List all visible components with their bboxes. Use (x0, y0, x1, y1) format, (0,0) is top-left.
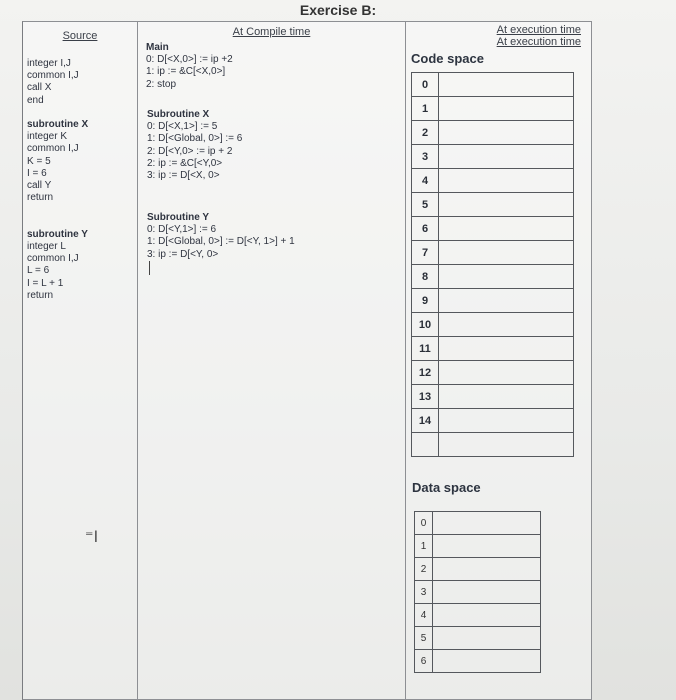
code-line: 3: ip := D[<Y, 0> (147, 248, 219, 260)
compile-panel (137, 21, 406, 700)
data-space-row-index: 3 (415, 581, 433, 604)
data-space-row-value[interactable] (433, 512, 541, 535)
code-space-row-value[interactable] (439, 97, 574, 121)
code-line: return (27, 192, 54, 204)
code-line: 2: stop (146, 78, 177, 90)
code-space-row-index: 10 (412, 313, 439, 337)
data-space-label: Data space (412, 480, 481, 495)
code-space-row-value[interactable] (439, 289, 574, 313)
code-space-row (412, 241, 574, 265)
code-line: 0: D[<Y,1>] := 6 (147, 224, 217, 236)
code-space-row-index: 13 (412, 385, 439, 409)
data-space-row (415, 627, 541, 650)
compile-heading: At Compile time (232, 26, 311, 38)
code-space-row-index: 12 (412, 361, 439, 385)
data-space-row-value[interactable] (433, 650, 541, 673)
code-space-row (412, 433, 574, 457)
execution-panel (405, 21, 592, 700)
code-space-row-value[interactable] (439, 193, 574, 217)
code-space-row-value[interactable] (439, 433, 574, 457)
data-space-row-value[interactable] (433, 535, 541, 558)
code-space-row (412, 265, 574, 289)
data-space-row-value[interactable] (433, 581, 541, 604)
code-line: 0: D[<X,1>] := 5 (147, 121, 218, 133)
code-space-row-value[interactable] (439, 409, 574, 433)
data-space-row (415, 581, 541, 604)
subroutine-x-title: Subroutine X (147, 109, 210, 120)
code-space-row-value[interactable] (439, 337, 574, 361)
code-space-row-value[interactable] (439, 361, 574, 385)
code-space-label: Code space (411, 51, 484, 66)
code-line: end (27, 94, 44, 106)
code-line: call Y (27, 180, 52, 192)
code-line: L = 6 (27, 265, 50, 277)
code-line: common I,J (27, 253, 79, 265)
code-space-row-index: 9 (412, 289, 439, 313)
code-space-row-value[interactable] (439, 73, 574, 97)
code-space-row-index: 5 (412, 193, 439, 217)
code-space-row (412, 169, 574, 193)
subroutine-y-code (147, 224, 295, 261)
code-space-row-index: 1 (412, 97, 439, 121)
code-line: integer K (27, 131, 68, 143)
code-line: 1: D[<Global, 0>] := D[<Y, 1>] + 1 (147, 236, 295, 248)
code-line: return (27, 289, 54, 301)
data-space-table (414, 511, 541, 673)
ibeam-cursor-icon: ⁼I (85, 527, 99, 546)
code-line: subroutine Y (27, 228, 88, 240)
source-code (27, 58, 88, 302)
data-space-row-value[interactable] (433, 627, 541, 650)
data-space-row-index: 0 (415, 512, 433, 535)
data-space-row (415, 512, 541, 535)
code-space-row (412, 121, 574, 145)
code-space-row-index: 0 (412, 73, 439, 97)
main-code (146, 54, 233, 91)
code-space-row-index (412, 433, 439, 457)
code-space-row-index: 14 (412, 409, 439, 433)
code-space-row (412, 361, 574, 385)
code-space-row (412, 337, 574, 361)
data-space-row-index: 5 (415, 627, 433, 650)
code-space-row (412, 193, 574, 217)
code-line: common I,J (27, 70, 79, 82)
code-space-row-index: 11 (412, 337, 439, 361)
subroutine-x-code (147, 121, 242, 182)
code-space-row-value[interactable] (439, 121, 574, 145)
code-space-row-index: 6 (412, 217, 439, 241)
code-line: 1: D[<Global, 0>] := 6 (147, 133, 243, 145)
code-line: call X (27, 82, 52, 94)
code-line: K = 5 (27, 155, 51, 167)
code-space-row (412, 97, 574, 121)
code-space-row-index: 7 (412, 241, 439, 265)
code-space-row-value[interactable] (439, 169, 574, 193)
data-space-row-value[interactable] (433, 558, 541, 581)
subroutine-x-block (147, 109, 242, 182)
code-space-row-index: 2 (412, 121, 439, 145)
data-space-row (415, 604, 541, 627)
code-space-table (411, 72, 574, 457)
code-space-row (412, 145, 574, 169)
code-space-row-value[interactable] (439, 241, 574, 265)
subroutine-y-title: Subroutine Y (147, 212, 210, 223)
source-panel (22, 21, 138, 700)
code-space-row (412, 217, 574, 241)
data-space-row (415, 650, 541, 673)
code-line: subroutine X (27, 119, 89, 131)
subroutine-y-block (147, 212, 295, 275)
code-line: 3: ip := D[<X, 0> (147, 170, 220, 182)
code-line: I = 6 (27, 167, 47, 179)
code-line: integer I,J (27, 58, 71, 69)
source-heading: Source (62, 30, 98, 42)
execution-heading: At execution time At execution time (496, 24, 581, 48)
code-line: 2: ip := &C[<Y,0> (147, 157, 223, 169)
code-space-row (412, 289, 574, 313)
data-space-row-index: 1 (415, 535, 433, 558)
page-title: Exercise B: (299, 2, 377, 18)
code-line (27, 204, 88, 216)
code-space-row-value[interactable] (439, 385, 574, 409)
code-space-row-value[interactable] (439, 265, 574, 289)
data-space-row-value[interactable] (433, 604, 541, 627)
code-space-row-index: 8 (412, 265, 439, 289)
code-line: 0: D[<X,0>] := ip +2 (146, 54, 233, 66)
code-line (27, 107, 88, 119)
code-space-row-index: 4 (412, 169, 439, 193)
code-space-row (412, 409, 574, 433)
code-line: integer L (27, 241, 66, 253)
code-line: I = L + 1 (27, 277, 64, 289)
code-space-row (412, 73, 574, 97)
code-space-row (412, 313, 574, 337)
code-space-row-value[interactable] (439, 313, 574, 337)
main-block (146, 42, 233, 91)
text-cursor (149, 261, 150, 275)
code-line: 1: ip := &C[<X,0>] (146, 66, 226, 78)
code-space-row-value[interactable] (439, 217, 574, 241)
data-space-row (415, 558, 541, 581)
data-space-row-index: 6 (415, 650, 433, 673)
code-space-row (412, 385, 574, 409)
data-space-row-index: 2 (415, 558, 433, 581)
main-title: Main (146, 42, 169, 53)
data-space-row-index: 4 (415, 604, 433, 627)
data-space-row (415, 535, 541, 558)
code-line: 2: D[<Y,0> := ip + 2 (147, 145, 233, 157)
code-space-row-index: 3 (412, 145, 439, 169)
code-line (27, 217, 88, 229)
code-space-row-value[interactable] (439, 145, 574, 169)
code-line: common I,J (27, 143, 79, 155)
